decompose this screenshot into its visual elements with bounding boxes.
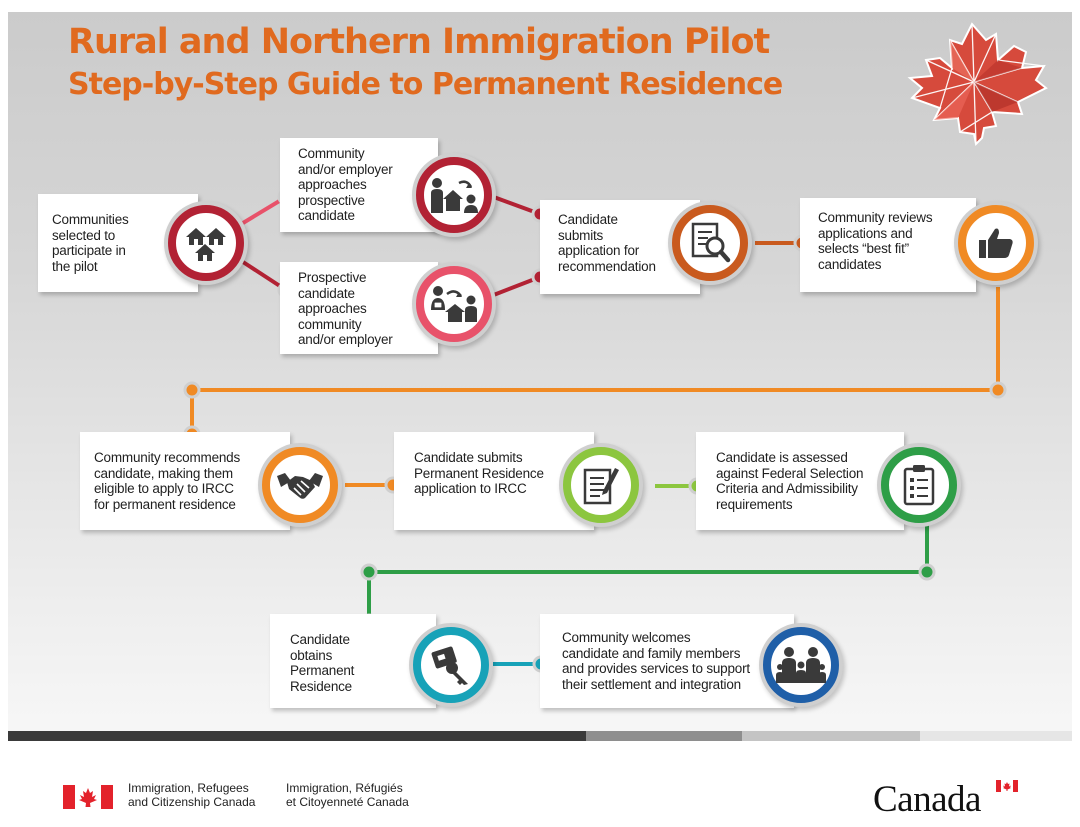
canada-wordmark-text: Canada [873,779,981,820]
step-text-line: applications and [818,225,913,241]
step-text-line: selects “best fit” [818,241,909,256]
step-text [298,146,393,224]
step-text-line: submits [558,227,604,243]
step-text-line: Community reviews [818,210,933,225]
family-icon [771,635,831,695]
step-text-line: Criteria and Admissibility [716,481,858,496]
step-text-line: Candidate [558,212,618,227]
step-text [562,630,750,692]
step-text-line: Candidate submits [414,450,523,465]
step-text-line: recommendation [558,258,656,274]
step-text-line: candidates [818,256,882,272]
connector-dot [185,383,199,397]
title-line-1: Rural and Northern Immigration Pilot [68,22,770,62]
step-card-s2b [280,262,438,354]
step-text-line: and/or employer [298,161,393,177]
handshake-icon [270,455,330,515]
step-icon-circle-s2b [416,266,492,342]
step-card-s9 [540,614,794,708]
step-text-line: Permanent [290,663,355,678]
step-text-line: prospective [298,192,365,208]
houses-icon [176,213,236,273]
step-text-line: candidate and family members [562,645,741,661]
step-icon-circle-s4 [958,205,1034,281]
step-text-line: Permanent Residence [414,465,544,481]
step-text-line: candidate [298,208,355,223]
step-text-line: candidate [298,285,355,301]
step-text-line: Community recommends [94,450,241,465]
step-text-line: against Federal Selection [716,465,864,481]
step-text [414,450,544,497]
connector-dot [991,383,1005,397]
english-department-line-1: Immigration, Refugees [128,781,249,795]
step-text-line: for permanent residence [94,496,236,512]
step-text-line: approaches [298,301,367,316]
step-icon-circle-s7 [881,447,957,523]
step-card-s5 [80,432,290,530]
canada-flag-icon [63,785,113,809]
french-department-line-1: Immigration, Réfugiés [286,781,403,795]
title-line-2: Step-by-Step Guide to Permanent Residence [68,67,783,102]
step-text [52,212,129,274]
canada-wordmark [873,778,981,821]
step-text-line: obtains [290,647,333,663]
step-icon-circle-s6 [563,447,639,523]
step-text [298,270,393,348]
connector-line-9 [369,522,927,622]
step-card-s8 [270,614,436,708]
step-card-s2a [280,138,438,232]
wordmark-flag-icon [996,780,1018,792]
step-icon-circle-s9 [763,627,839,703]
step-text [558,212,656,274]
step-text-line: Community welcomes [562,630,691,645]
step-text-line: application for [558,243,640,258]
key-card-icon [421,635,481,695]
english-department-line-2: and Citizenship Canada [128,795,256,809]
clipboard-checklist-icon [889,455,949,515]
step-text [716,450,863,512]
step-text-line: and/or employer [298,332,393,347]
bottom-color-bar [8,731,1072,741]
step-text [818,210,932,272]
step-text-line: approaches [298,177,367,192]
step-text-line: Prospective [298,270,367,285]
step-text-line: community [298,316,362,332]
step-text [94,450,240,512]
footer [0,760,1080,827]
step-text-line: the pilot [52,258,98,274]
step-text [290,632,354,694]
step-card-s4 [800,198,976,292]
step-text-line: application to IRCC [414,481,527,496]
connector-dot [362,565,376,579]
step-text-line: their settlement and integration [562,676,741,692]
french-department-line-2: et Citoyenneté Canada [286,795,409,809]
step-icon-circle-s8 [413,627,489,703]
step-icon-circle-s1 [168,205,244,281]
step-text-line: Candidate is assessed [716,450,848,465]
step-text-line: and provides services to support [562,661,750,676]
employer-approaches-candidate-icon [424,165,484,225]
step-text-line: participate in [52,243,126,258]
step-text-line: Residence [290,678,352,694]
step-text-line: requirements [716,496,793,512]
step-text-line: candidate, making them [94,465,233,481]
step-text-line: Candidate [290,632,350,647]
step-icon-circle-s3 [672,205,748,281]
step-icon-circle-s2a [416,157,492,233]
connector-dot [920,565,934,579]
step-text-line: Communities [52,212,129,227]
thumbs-up-icon [966,213,1026,273]
step-icon-circle-s5 [262,447,338,523]
step-card-s7 [696,432,904,530]
candidate-approaches-community-icon [424,274,484,334]
document-pen-icon [571,455,631,515]
application-review-icon [680,213,740,273]
step-text-line: eligible to apply to IRCC [94,481,234,496]
step-text-line: Community [298,146,365,161]
step-text-line: selected to [52,227,116,243]
